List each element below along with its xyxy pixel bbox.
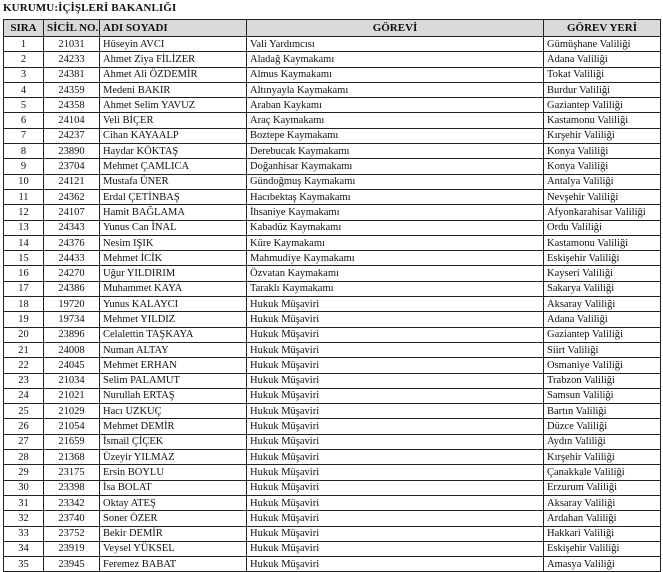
cell-gorevi: Hukuk Müşaviri xyxy=(247,419,544,434)
table-row xyxy=(4,373,661,388)
table-row xyxy=(4,189,661,204)
cell-gorev-yeri: Aksaray Valiliği xyxy=(544,297,661,312)
table-row xyxy=(4,266,661,281)
cell-sicil-no: 23740 xyxy=(44,511,100,526)
cell-sicil-no: 23175 xyxy=(44,465,100,480)
cell-sicil-no: 23896 xyxy=(44,327,100,342)
table-row xyxy=(4,128,661,143)
cell-gorev-yeri: Tokat Valiliği xyxy=(544,67,661,82)
cell-gorevi: Boztepe Kaymakamı xyxy=(247,128,544,143)
cell-sira: 33 xyxy=(4,526,44,541)
cell-sira: 10 xyxy=(4,174,44,189)
cell-sira: 9 xyxy=(4,159,44,174)
cell-gorevi: Taraklı Kaymakamı xyxy=(247,281,544,296)
table-header xyxy=(4,20,661,37)
cell-gorevi: Hukuk Müşaviri xyxy=(247,358,544,373)
header-sicil-no: SİCİL NO. xyxy=(44,20,100,37)
cell-sira: 28 xyxy=(4,450,44,465)
cell-sicil-no: 23342 xyxy=(44,495,100,510)
cell-gorev-yeri: Aydın Valiliği xyxy=(544,434,661,449)
cell-sira: 29 xyxy=(4,465,44,480)
table-row xyxy=(4,327,661,342)
cell-gorev-yeri: Afyonkarahisar Valiliği xyxy=(544,205,661,220)
cell-sicil-no: 24008 xyxy=(44,342,100,357)
cell-sira: 2 xyxy=(4,52,44,67)
cell-sira: 24 xyxy=(4,388,44,403)
table-row xyxy=(4,541,661,556)
cell-sira: 7 xyxy=(4,128,44,143)
cell-sicil-no: 24359 xyxy=(44,82,100,97)
cell-sira: 25 xyxy=(4,404,44,419)
table-row xyxy=(4,557,661,572)
cell-sicil-no: 21659 xyxy=(44,434,100,449)
cell-gorevi: Araç Kaymakamı xyxy=(247,113,544,128)
cell-adi-soyadi: Numan ALTAY xyxy=(100,342,247,357)
cell-adi-soyadi: Ahmet Ali ÖZDEMİR xyxy=(100,67,247,82)
cell-sicil-no: 23890 xyxy=(44,144,100,159)
cell-sicil-no: 21021 xyxy=(44,388,100,403)
table-row xyxy=(4,67,661,82)
cell-gorevi: Hukuk Müşaviri xyxy=(247,404,544,419)
cell-sicil-no: 24104 xyxy=(44,113,100,128)
cell-adi-soyadi: Veli BİÇER xyxy=(100,113,247,128)
table-row xyxy=(4,251,661,266)
table-row xyxy=(4,388,661,403)
cell-adi-soyadi: Oktay ATEŞ xyxy=(100,495,247,510)
cell-sicil-no: 23398 xyxy=(44,480,100,495)
cell-gorevi: Almus Kaymakamı xyxy=(247,67,544,82)
cell-gorev-yeri: Konya Valiliği xyxy=(544,144,661,159)
cell-adi-soyadi: Hamit BAĞLAMA xyxy=(100,205,247,220)
cell-adi-soyadi: Selim PALAMUT xyxy=(100,373,247,388)
cell-gorevi: Hukuk Müşaviri xyxy=(247,495,544,510)
cell-sira: 27 xyxy=(4,434,44,449)
table-row xyxy=(4,52,661,67)
header-adi-soyadi: ADI SOYADI xyxy=(100,20,247,37)
cell-sicil-no: 24433 xyxy=(44,251,100,266)
cell-sira: 1 xyxy=(4,37,44,52)
cell-gorevi: Hukuk Müşaviri xyxy=(247,312,544,327)
cell-gorev-yeri: Ordu Valiliği xyxy=(544,220,661,235)
header-gorevi: GÖREVİ xyxy=(247,20,544,37)
cell-gorev-yeri: Trabzon Valiliği xyxy=(544,373,661,388)
cell-sira: 5 xyxy=(4,98,44,113)
cell-gorevi: Araban Kaykamı xyxy=(247,98,544,113)
cell-adi-soyadi: İsa BOLAT xyxy=(100,480,247,495)
cell-gorevi: Hukuk Müşaviri xyxy=(247,541,544,556)
cell-sira: 20 xyxy=(4,327,44,342)
cell-adi-soyadi: Mustafa ÜNER xyxy=(100,174,247,189)
cell-sicil-no: 21368 xyxy=(44,450,100,465)
table-row xyxy=(4,342,661,357)
cell-sira: 11 xyxy=(4,189,44,204)
cell-sicil-no: 24358 xyxy=(44,98,100,113)
cell-gorevi: Hukuk Müşaviri xyxy=(247,511,544,526)
cell-gorev-yeri: Kayseri Valiliği xyxy=(544,266,661,281)
cell-gorev-yeri: Aksaray Valiliği xyxy=(544,495,661,510)
cell-adi-soyadi: Nesim IŞIK xyxy=(100,235,247,250)
cell-sicil-no: 21054 xyxy=(44,419,100,434)
cell-adi-soyadi: Yunus KALAYCI xyxy=(100,297,247,312)
cell-sicil-no: 24381 xyxy=(44,67,100,82)
table-row xyxy=(4,526,661,541)
cell-sira: 19 xyxy=(4,312,44,327)
cell-gorev-yeri: Bartın Valiliği xyxy=(544,404,661,419)
cell-gorevi: İhsaniye Kaymakamı xyxy=(247,205,544,220)
table-row xyxy=(4,312,661,327)
cell-gorevi: Altınyayla Kaymakamı xyxy=(247,82,544,97)
cell-gorev-yeri: Konya Valiliği xyxy=(544,159,661,174)
table-row xyxy=(4,82,661,97)
cell-sira: 34 xyxy=(4,541,44,556)
cell-gorev-yeri: Erzurum Valiliği xyxy=(544,480,661,495)
cell-sicil-no: 23704 xyxy=(44,159,100,174)
personnel-table xyxy=(3,19,661,572)
cell-gorev-yeri: Kastamonu Valiliği xyxy=(544,235,661,250)
cell-sira: 18 xyxy=(4,297,44,312)
cell-sicil-no: 23752 xyxy=(44,526,100,541)
cell-sira: 3 xyxy=(4,67,44,82)
cell-adi-soyadi: Bekir DEMİR xyxy=(100,526,247,541)
cell-gorev-yeri: Osmaniye Valiliği xyxy=(544,358,661,373)
cell-adi-soyadi: Uğur YILDIRIM xyxy=(100,266,247,281)
cell-gorev-yeri: Nevşehir Valiliği xyxy=(544,189,661,204)
cell-adi-soyadi: Ahmet Selim YAVUZ xyxy=(100,98,247,113)
cell-adi-soyadi: İsmail ÇİÇEK xyxy=(100,434,247,449)
table-row xyxy=(4,113,661,128)
cell-adi-soyadi: Mehmet YILDIZ xyxy=(100,312,247,327)
table-row xyxy=(4,434,661,449)
cell-sira: 32 xyxy=(4,511,44,526)
table-row xyxy=(4,480,661,495)
cell-sicil-no: 24237 xyxy=(44,128,100,143)
table-body xyxy=(4,37,661,572)
cell-sira: 35 xyxy=(4,557,44,572)
cell-gorev-yeri: Adana Valiliği xyxy=(544,52,661,67)
cell-adi-soyadi: Ahmet Ziya FİLİZER xyxy=(100,52,247,67)
cell-gorevi: Hukuk Müşaviri xyxy=(247,465,544,480)
header-sira: SIRA xyxy=(4,20,44,37)
table-row xyxy=(4,404,661,419)
cell-sira: 16 xyxy=(4,266,44,281)
cell-sira: 14 xyxy=(4,235,44,250)
header-gorev-yeri: GÖREV YERİ xyxy=(544,20,661,37)
table-row xyxy=(4,144,661,159)
cell-gorev-yeri: Samsun Valiliği xyxy=(544,388,661,403)
cell-adi-soyadi: Erdal ÇETİNBAŞ xyxy=(100,189,247,204)
cell-sira: 21 xyxy=(4,342,44,357)
cell-adi-soyadi: Mehmet ERHAN xyxy=(100,358,247,373)
cell-gorev-yeri: Burdur Valiliği xyxy=(544,82,661,97)
table-row xyxy=(4,98,661,113)
table-row xyxy=(4,205,661,220)
cell-sira: 13 xyxy=(4,220,44,235)
cell-gorev-yeri: Gaziantep Valiliği xyxy=(544,98,661,113)
cell-gorevi: Hukuk Müşaviri xyxy=(247,450,544,465)
table-row xyxy=(4,511,661,526)
cell-gorevi: Hacıbektaş Kaymakamı xyxy=(247,189,544,204)
cell-sira: 15 xyxy=(4,251,44,266)
cell-adi-soyadi: Mehmet İCİK xyxy=(100,251,247,266)
table-row xyxy=(4,465,661,480)
cell-gorev-yeri: Çanakkale Valiliği xyxy=(544,465,661,480)
cell-sicil-no: 24107 xyxy=(44,205,100,220)
cell-gorevi: Mahmudiye Kaymakamı xyxy=(247,251,544,266)
cell-sicil-no: 24376 xyxy=(44,235,100,250)
cell-adi-soyadi: Üzeyir YILMAZ xyxy=(100,450,247,465)
cell-sicil-no: 23919 xyxy=(44,541,100,556)
table-row xyxy=(4,220,661,235)
table-row xyxy=(4,174,661,189)
cell-adi-soyadi: Nurullah ERTAŞ xyxy=(100,388,247,403)
cell-sicil-no: 24045 xyxy=(44,358,100,373)
cell-gorevi: Hukuk Müşaviri xyxy=(247,434,544,449)
table-row xyxy=(4,281,661,296)
cell-sira: 22 xyxy=(4,358,44,373)
cell-gorev-yeri: Adana Valiliği xyxy=(544,312,661,327)
cell-adi-soyadi: Soner ÖZER xyxy=(100,511,247,526)
cell-adi-soyadi: Cihan KAYAALP xyxy=(100,128,247,143)
cell-gorevi: Hukuk Müşaviri xyxy=(247,557,544,572)
cell-sira: 31 xyxy=(4,495,44,510)
cell-sicil-no: 24233 xyxy=(44,52,100,67)
cell-gorevi: Hukuk Müşaviri xyxy=(247,373,544,388)
cell-adi-soyadi: Feremez BABAT xyxy=(100,557,247,572)
header-row xyxy=(4,20,661,37)
cell-gorevi: Aladağ Kaymakamı xyxy=(247,52,544,67)
table-row xyxy=(4,297,661,312)
cell-gorevi: Hukuk Müşaviri xyxy=(247,297,544,312)
cell-gorev-yeri: Kırşehir Valiliği xyxy=(544,450,661,465)
cell-sira: 6 xyxy=(4,113,44,128)
cell-adi-soyadi: Ersin BOYLU xyxy=(100,465,247,480)
cell-gorevi: Hukuk Müşaviri xyxy=(247,342,544,357)
cell-gorev-yeri: Düzce Valiliği xyxy=(544,419,661,434)
cell-gorev-yeri: Ardahan Valiliği xyxy=(544,511,661,526)
cell-adi-soyadi: Mehmet ÇAMLICA xyxy=(100,159,247,174)
cell-sira: 17 xyxy=(4,281,44,296)
cell-sira: 30 xyxy=(4,480,44,495)
cell-sira: 4 xyxy=(4,82,44,97)
cell-sira: 8 xyxy=(4,144,44,159)
cell-gorevi: Gündoğmuş Kaymakamı xyxy=(247,174,544,189)
table-row xyxy=(4,450,661,465)
cell-adi-soyadi: Muhammet KAYA xyxy=(100,281,247,296)
cell-sicil-no: 24270 xyxy=(44,266,100,281)
cell-adi-soyadi: Veysel YÜKSEL xyxy=(100,541,247,556)
cell-sicil-no: 24386 xyxy=(44,281,100,296)
cell-gorevi: Hukuk Müşaviri xyxy=(247,526,544,541)
cell-sicil-no: 24362 xyxy=(44,189,100,204)
cell-adi-soyadi: Hacı UZKUÇ xyxy=(100,404,247,419)
table-row xyxy=(4,495,661,510)
cell-sira: 26 xyxy=(4,419,44,434)
cell-gorev-yeri: Sakarya Valiliği xyxy=(544,281,661,296)
cell-adi-soyadi: Yunus Can İNAL xyxy=(100,220,247,235)
cell-sicil-no: 21034 xyxy=(44,373,100,388)
page-heading: KURUMU:İÇİŞLERİ BAKANLIĞI xyxy=(3,2,177,14)
cell-gorev-yeri: Eskişehir Valiliği xyxy=(544,541,661,556)
cell-gorevi: Doğanhisar Kaymakamı xyxy=(247,159,544,174)
cell-sira: 23 xyxy=(4,373,44,388)
cell-sira: 12 xyxy=(4,205,44,220)
cell-gorev-yeri: Kastamonu Valiliği xyxy=(544,113,661,128)
table-row xyxy=(4,159,661,174)
cell-sicil-no: 21031 xyxy=(44,37,100,52)
cell-gorevi: Özvatan Kaymakamı xyxy=(247,266,544,281)
cell-gorev-yeri: Antalya Valiliği xyxy=(544,174,661,189)
table-row xyxy=(4,419,661,434)
cell-adi-soyadi: Mehmet DEMİR xyxy=(100,419,247,434)
cell-gorevi: Hukuk Müşaviri xyxy=(247,388,544,403)
cell-sicil-no: 24343 xyxy=(44,220,100,235)
cell-adi-soyadi: Hüseyin AVCI xyxy=(100,37,247,52)
table-row xyxy=(4,235,661,250)
cell-gorev-yeri: Hakkari Valiliği xyxy=(544,526,661,541)
cell-gorevi: Kabadüz Kaymakamı xyxy=(247,220,544,235)
cell-adi-soyadi: Celalettin TAŞKAYA xyxy=(100,327,247,342)
cell-sicil-no: 19720 xyxy=(44,297,100,312)
cell-sicil-no: 19734 xyxy=(44,312,100,327)
cell-gorev-yeri: Eskişehir Valiliği xyxy=(544,251,661,266)
cell-gorev-yeri: Gaziantep Valiliği xyxy=(544,327,661,342)
cell-adi-soyadi: Medeni BAKIR xyxy=(100,82,247,97)
table-row xyxy=(4,358,661,373)
cell-gorev-yeri: Kırşehir Valiliği xyxy=(544,128,661,143)
cell-gorevi: Küre Kaymakamı xyxy=(247,235,544,250)
cell-gorev-yeri: Gümüşhane Valiliği xyxy=(544,37,661,52)
cell-gorevi: Vali Yardımcısı xyxy=(247,37,544,52)
cell-gorevi: Hukuk Müşaviri xyxy=(247,480,544,495)
cell-sicil-no: 23945 xyxy=(44,557,100,572)
table-row xyxy=(4,37,661,52)
cell-adi-soyadi: Haydar KÖKTAŞ xyxy=(100,144,247,159)
cell-gorevi: Hukuk Müşaviri xyxy=(247,327,544,342)
cell-sicil-no: 24121 xyxy=(44,174,100,189)
cell-gorevi: Derebucak Kaymakamı xyxy=(247,144,544,159)
cell-sicil-no: 21029 xyxy=(44,404,100,419)
cell-gorev-yeri: Siirt Valiliği xyxy=(544,342,661,357)
cell-gorev-yeri: Amasya Valiliği xyxy=(544,557,661,572)
